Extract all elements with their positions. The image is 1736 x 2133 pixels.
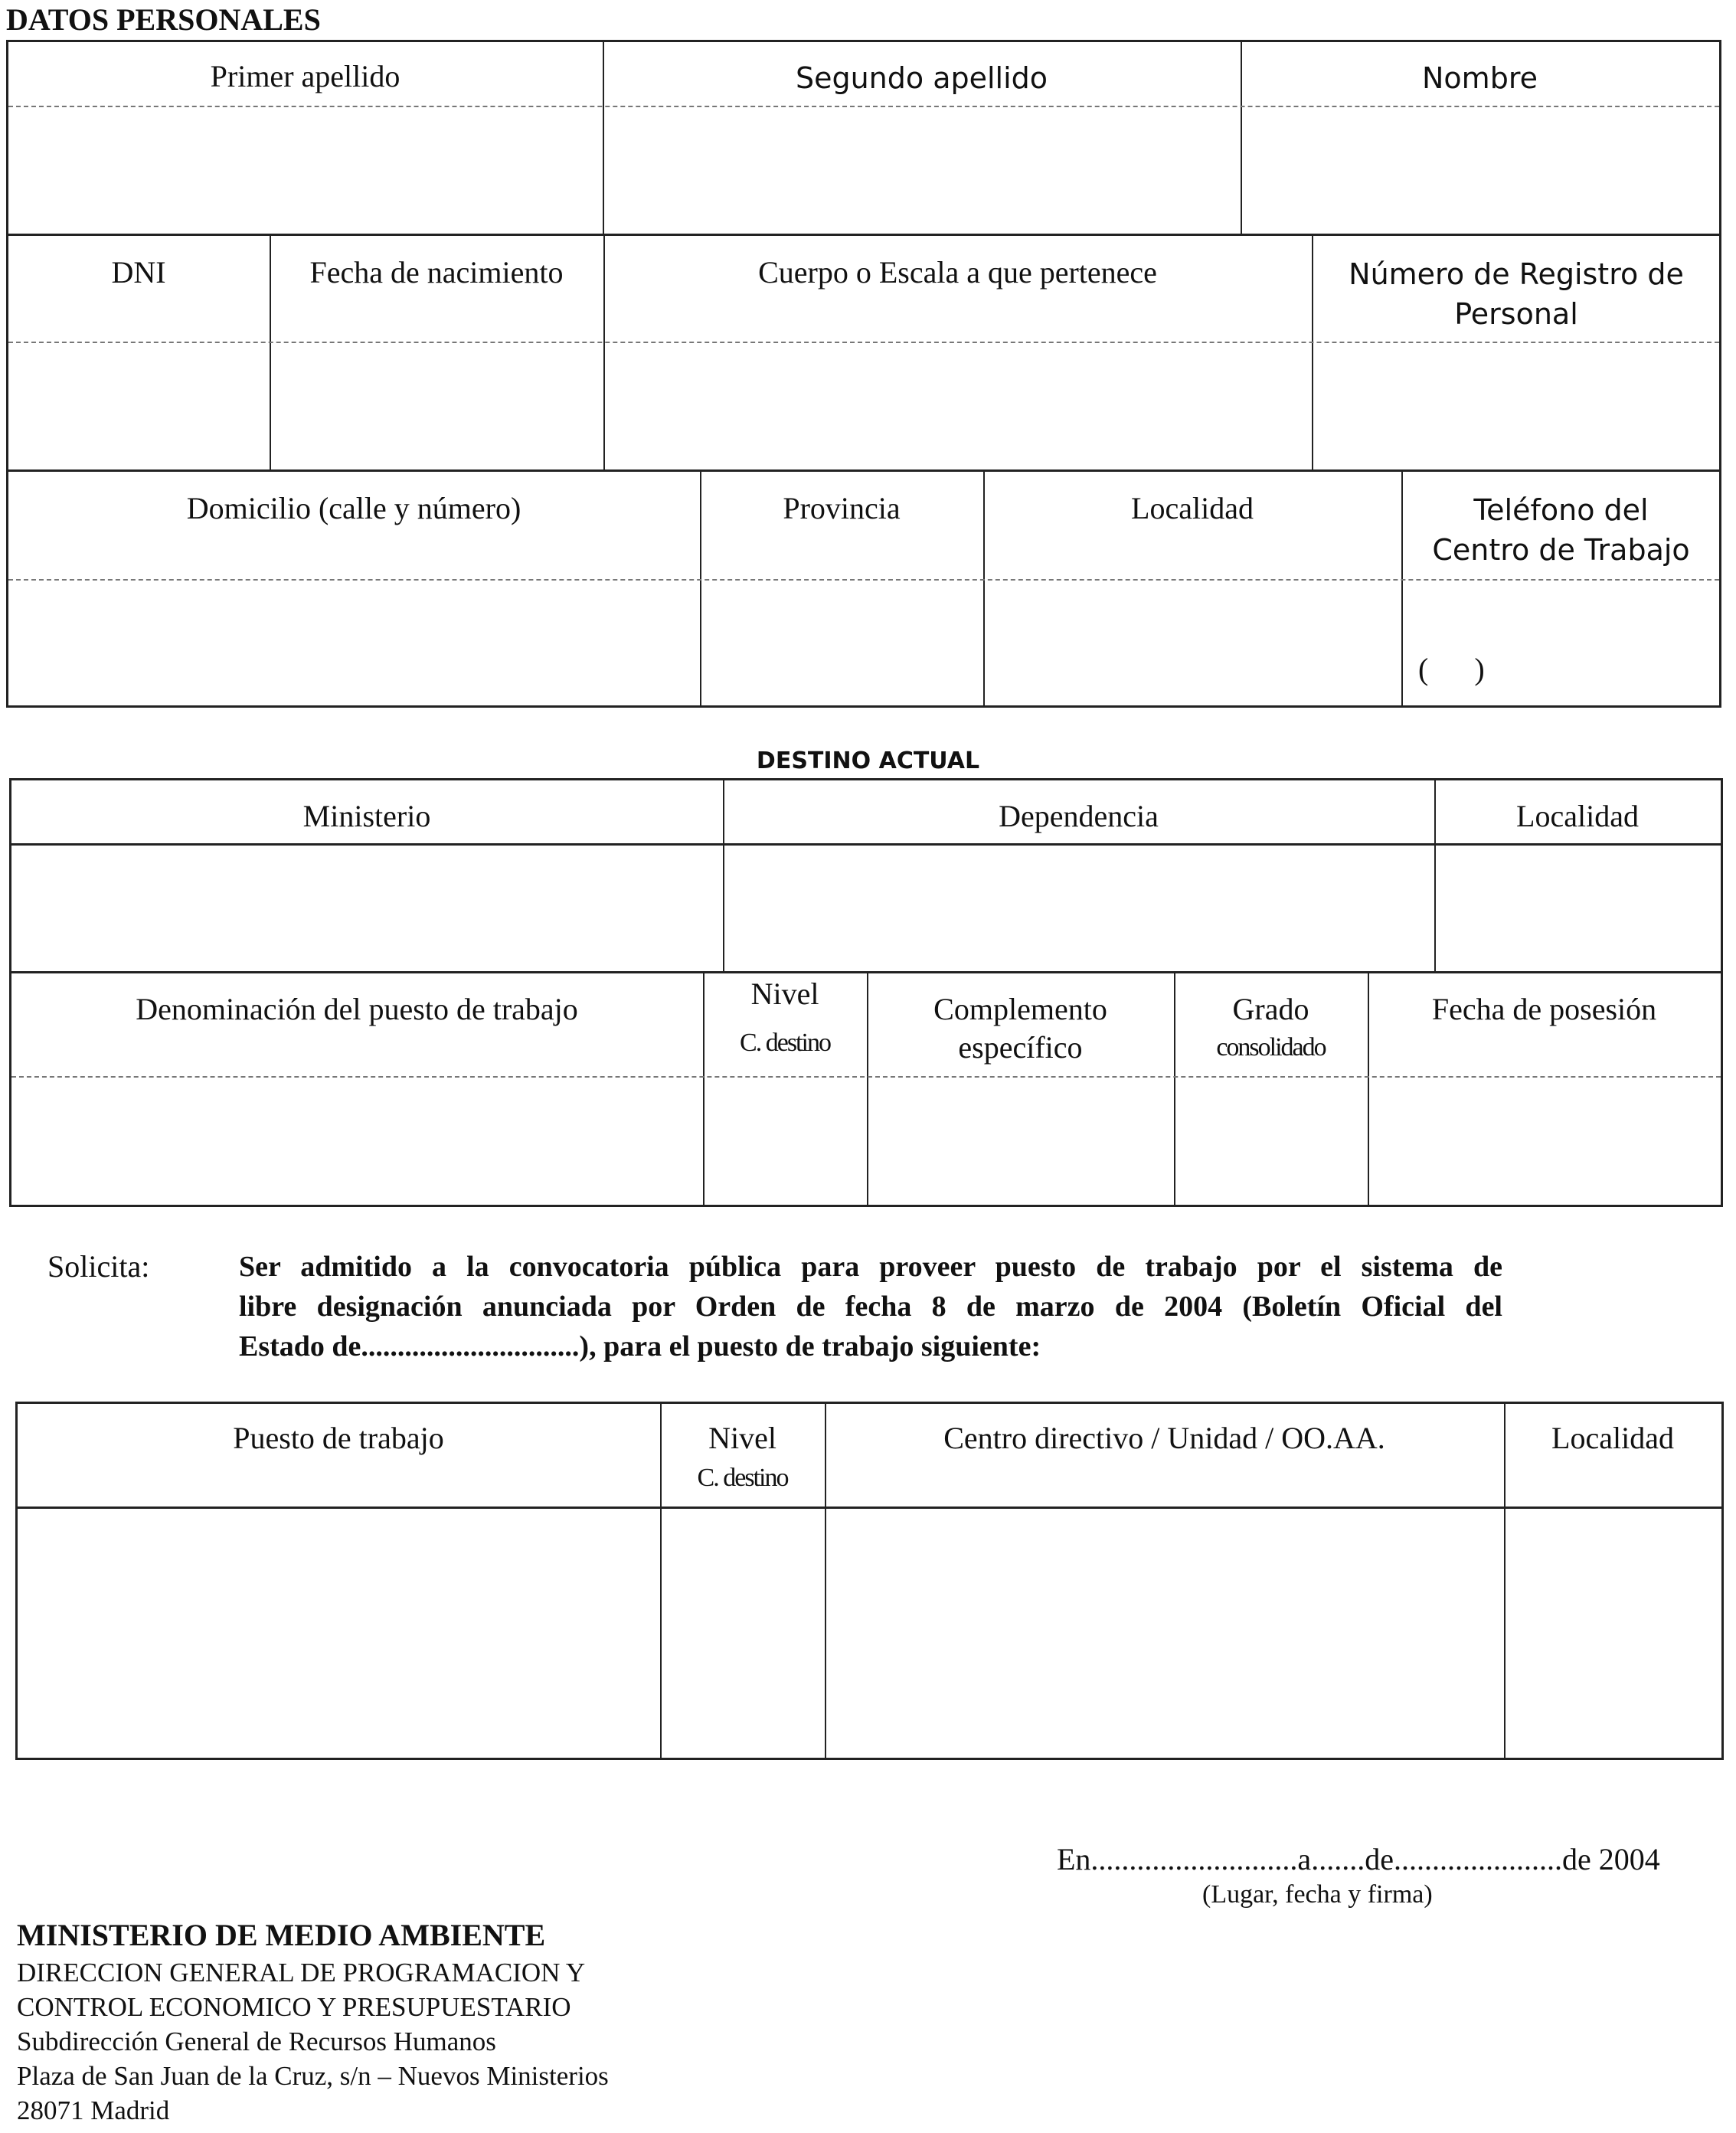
divider xyxy=(11,843,1721,846)
signature-line: En...........................a.......de......................de 2004 xyxy=(1057,1842,1660,1876)
label-nrp-line2: Personal xyxy=(1454,297,1578,331)
field-nivel[interactable] xyxy=(705,1080,865,1204)
field-dni[interactable] xyxy=(9,345,267,467)
label-complemento-line2: específico xyxy=(958,1030,1083,1065)
divider xyxy=(8,469,1719,472)
label-segundo-apellido: Segundo apellido xyxy=(795,61,1048,95)
solicita-line1: Ser admitido a la convocatoria pública para proveer puesto de trabajo por el sistema de xyxy=(239,1251,1502,1283)
label-primer-apellido: Primer apellido xyxy=(210,59,400,93)
field-fecha-nacimiento[interactable] xyxy=(272,345,601,467)
field-denominacion[interactable] xyxy=(12,1080,701,1204)
telefono-parentheses: ( ) xyxy=(1418,652,1485,686)
solicita-label: Solicita: xyxy=(47,1249,150,1284)
field-segundo-apellido[interactable] xyxy=(605,109,1239,231)
field-domicilio[interactable] xyxy=(9,582,698,705)
label-telefono-line1: Teléfono del xyxy=(1473,493,1649,527)
label-denominacion: Denominación del puesto de trabajo xyxy=(136,992,578,1026)
divider xyxy=(11,1076,1721,1078)
label-fecha-posesion: Fecha de posesión xyxy=(1431,992,1657,1026)
label-telefono-line2: Centro de Trabajo xyxy=(1432,533,1690,567)
field-puesto-nivel[interactable] xyxy=(662,1510,822,1757)
field-fecha-posesion[interactable] xyxy=(1370,1080,1719,1204)
divider xyxy=(8,342,1719,343)
label-grado-line1: Grado xyxy=(1232,992,1309,1026)
signature-caption: (Lugar, fecha y firma) xyxy=(1202,1880,1433,1909)
divider xyxy=(8,234,1719,236)
label-provincia: Provincia xyxy=(783,491,901,525)
footer-line1: DIRECCION GENERAL DE PROGRAMACION Y xyxy=(17,1958,586,1987)
label-nombre: Nombre xyxy=(1422,61,1538,95)
label-puesto-localidad: Localidad xyxy=(1551,1421,1674,1455)
field-localidad[interactable] xyxy=(986,582,1399,705)
field-localidad-destino[interactable] xyxy=(1437,847,1719,970)
divider xyxy=(18,1507,1721,1509)
label-cuerpo-escala: Cuerpo o Escala a que pertenece xyxy=(758,255,1157,290)
label-localidad: Localidad xyxy=(1131,491,1254,525)
footer-line2: CONTROL ECONOMICO Y PRESUPUESTARIO xyxy=(17,1992,571,2022)
label-puesto-trabajo: Puesto de trabajo xyxy=(233,1421,444,1455)
label-nivel-line1: Nivel xyxy=(750,977,819,1011)
field-cuerpo-escala[interactable] xyxy=(606,345,1309,467)
footer-ministry: MINISTERIO DE MEDIO AMBIENTE xyxy=(17,1918,546,1952)
field-primer-apellido[interactable] xyxy=(9,109,600,231)
field-nrp[interactable] xyxy=(1314,345,1718,467)
label-puesto-nivel-line1: Nivel xyxy=(708,1421,776,1455)
divider xyxy=(8,106,1719,107)
label-domicilio: Domicilio (calle y número) xyxy=(186,491,521,525)
label-nrp-line1: Número de Registro de xyxy=(1349,257,1684,291)
label-fecha-nacimiento: Fecha de nacimiento xyxy=(309,255,564,290)
footer-line5: 28071 Madrid xyxy=(17,2095,170,2125)
divider xyxy=(8,579,1719,581)
divider xyxy=(11,971,1721,973)
field-dependencia[interactable] xyxy=(725,847,1432,970)
solicita-line3: Estado de..............................), para el puesto de trabajo siguiente: xyxy=(239,1330,1041,1363)
section-heading-destino-actual: DESTINO ACTUAL xyxy=(756,748,980,774)
label-localidad-destino: Localidad xyxy=(1516,799,1639,833)
label-puesto-nivel-line2: C. destino xyxy=(697,1464,788,1492)
footer-line4: Plaza de San Juan de la Cruz, s/n – Nuevos Ministerios xyxy=(17,2061,609,2091)
label-ministerio: Ministerio xyxy=(302,799,431,833)
solicita-line2: libre designación anunciada por Orden de fecha 8 de marzo de 2004 (Boletín Oficial del xyxy=(239,1291,1502,1323)
field-nombre[interactable] xyxy=(1243,109,1718,231)
label-centro-directivo: Centro directivo / Unidad / OO.AA. xyxy=(943,1421,1385,1455)
label-dni: DNI xyxy=(111,255,166,290)
field-grado[interactable] xyxy=(1176,1080,1365,1204)
section-heading-datos-personales: DATOS PERSONALES xyxy=(6,2,321,37)
label-nivel-line2: C. destino xyxy=(740,1029,830,1057)
field-ministerio[interactable] xyxy=(12,847,721,970)
footer-line3: Subdirección General de Recursos Humanos xyxy=(17,2027,496,2056)
field-puesto-localidad[interactable] xyxy=(1506,1510,1721,1757)
label-dependencia: Dependencia xyxy=(999,799,1159,833)
field-provincia[interactable] xyxy=(702,582,981,705)
field-complemento[interactable] xyxy=(869,1080,1172,1204)
field-centro-directivo[interactable] xyxy=(827,1510,1502,1757)
label-grado-line2: consolidado xyxy=(1216,1033,1326,1062)
field-puesto-trabajo[interactable] xyxy=(18,1510,658,1757)
label-complemento-line1: Complemento xyxy=(933,992,1107,1026)
